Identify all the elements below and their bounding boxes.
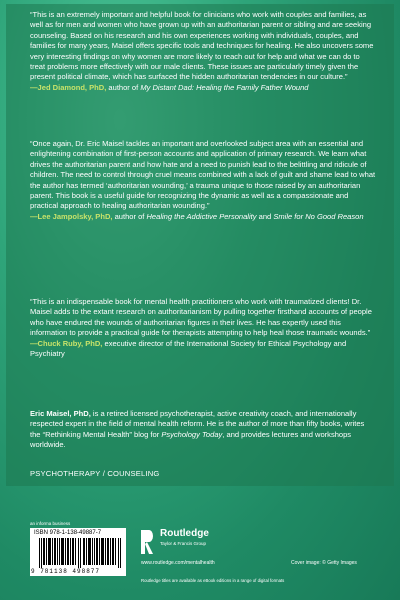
barcode-number: 9 781138 498877: [31, 568, 101, 575]
quote-jed-diamond: [30, 10, 376, 93]
author-role: executive director of the International Society for Ethical Psychology and Psychiatry: [30, 338, 347, 359]
quote-text: “This is an indispensable book for mental health practitioners who work with traumatized clients! Dr. Maisel adds to the extant research on authoritarianism by pulling together firsthand accounts of people who have endured the wounds of authoritarian figures in their lives. He has expertly used this information to provide a practical guide for therapists attempting to help heal those traumatic wounds.”: [30, 297, 372, 338]
bio-text: is a retired licensed psychotherapist, active creativity coach, and internationally respected expert in the field of mental health reform. He is the author of more than fifty books, writes the “Rethinking Mental Health” blog for: [30, 409, 365, 439]
author-bio: [30, 409, 376, 451]
conjunction: and: [256, 211, 274, 221]
author-role: author of: [106, 82, 141, 92]
ebook-note: Routledge titles are available as eBook editions in a range of digital formats: [141, 578, 285, 583]
quote-text: “This is an extremely important and helpful book for clinicians who work with couples and families, as well as for men and women who have grown up with an authoritarian parent or sibling and are seeking counseling. Based on his research and his own experiences working with individuals, couples, and families for many years, Maisel offers specific tools and techniques for healing. He also uncovers some very interesting findings on why women are more likely to reach out for help and what we can do to treat problems more effectively with our male clients. These issues are particularly timely given the present political climate, which has surfaced the hidden authoritarian tendencies in our culture.”: [30, 10, 374, 82]
author-name: —Jed Diamond, PhD,: [30, 82, 107, 92]
publisher-url[interactable]: www.routledge.com/mentalhealth: [141, 560, 215, 566]
quote-text: “Once again, Dr. Eric Maisel tackles an important and overlooked subject area with an essential and enlightening combination of first-person accounts and application of primary research. We learn what drives the authoritarian parent and how hate and a need to punish lead to the belittling and ridicule of children. The need to control through cruel means combined with a lack of guilt and shame lead to what the author has termed ‘authoritarian wounding,’ a trauma unique to those raised by an authoritarian parent. This book is a useful guide for recognizing the dynamic as well as a compassionate and practical approach to healing authoritarian wounding.”: [30, 139, 376, 211]
book-title: My Distant Dad: Healing the Family Father Wound: [140, 82, 309, 92]
publisher-subtitle: Taylor & Francis Group: [160, 541, 207, 546]
isbn-label: ISBN 978-1-138-49887-7: [34, 530, 102, 536]
quote-attribution: [30, 212, 364, 221]
informa-label: an informa business: [30, 521, 71, 526]
publisher-name: Routledge: [160, 528, 209, 539]
quote-chuck-ruby: [30, 297, 376, 359]
cover-credit: Cover image: © Getty Images: [291, 560, 357, 566]
barcode: [30, 528, 126, 576]
author-role: author of: [112, 211, 147, 221]
quote-attribution: [30, 339, 346, 358]
author-name: —Chuck Ruby, PhD,: [30, 338, 103, 348]
magazine-title: Psychology Today: [161, 429, 223, 439]
book-title: Smile for No Good Reason: [273, 211, 364, 221]
book-title: Healing the Addictive Personality: [146, 211, 257, 221]
author-name: —Lee Jampolsky, PhD,: [30, 211, 113, 221]
routledge-logo-icon: [141, 530, 153, 554]
quote-attribution: [30, 83, 309, 92]
bio-author-name: Eric Maisel, PhD,: [30, 409, 91, 418]
subject-category: PSYCHOTHERAPY / COUNSELING: [30, 469, 160, 478]
bio-text: , and provides lectures and workshops worldwide.: [30, 429, 352, 450]
quote-lee-jampolsky: [30, 139, 376, 222]
barcode-bars: [39, 538, 123, 568]
